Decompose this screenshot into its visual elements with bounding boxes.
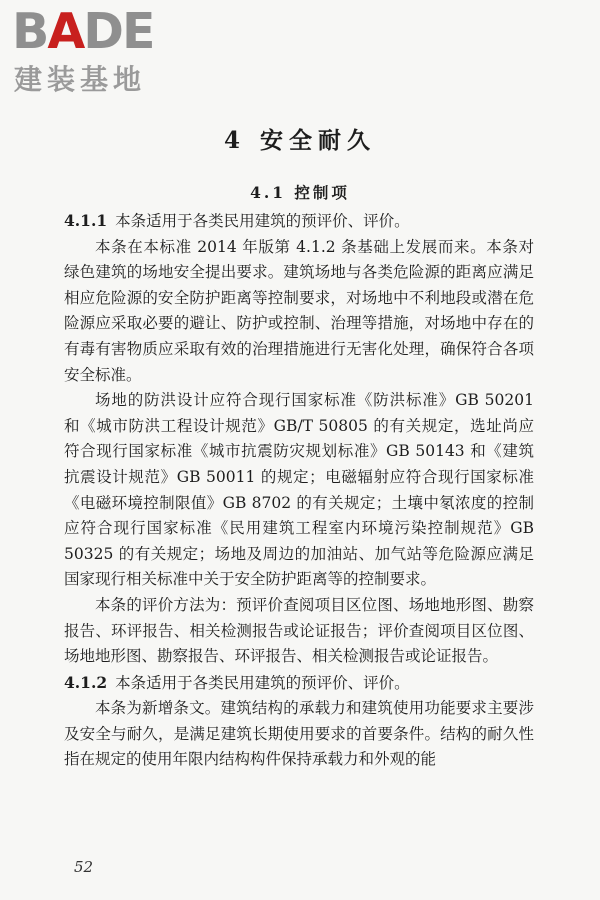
logo-wordmark	[12, 3, 154, 60]
brand-logo	[12, 3, 182, 98]
section-title: 4.1 控制项	[250, 183, 350, 202]
clause-number: 4.1.1	[64, 211, 108, 230]
paragraph: 本条为新增条文。建筑结构的承载力和建筑使用功能要求主要涉及安全与耐久，是满足建筑长期使用要求的首要条件。结构的耐久性指在规定的使用年限内结构构件保持承载力和外观的能	[64, 699, 534, 769]
clause-number: 4.1.2	[64, 672, 108, 692]
page-number: 52	[74, 858, 94, 876]
logo-letters: DE	[83, 3, 154, 60]
clause-heading	[64, 670, 534, 697]
chapter-title: 4 安全耐久	[223, 127, 376, 154]
paragraph: 本条在本标准 2014 年版第 4.1.2 条基础上发展而来。本条对绿色建筑的场地安全提出要求。建筑场地与各类危险源的距离应满足相应危险源的安全防护距离等控制要求，对场地中不利地段或潜在危险源应采取必要的避让、防护或控制、治理等措施，对场地中存在的有毒有害物质应采取有效的治理措施进行无害化处理，确保符合各项安全标准。	[64, 237, 534, 384]
paragraph: 场地的防洪设计应符合现行国家标准《防洪标准》GB 50201 和《城市防洪工程设计规范》GB/T 50805 的有关规定，选址尚应符合现行国家标准《城市抗震防灾规划标准》GB 50143 和《建筑抗震设计规范》GB 50011 的规定；电磁辐射应符合现行国家标准《电磁环境控制限值》GB 8702 的有关规定；土壤中氡浓度的控制应符合现行国家标准《民用建筑工程室内环境污染控制规范》GB 50325 的有关规定；场地及周边的加油站、加气站等危险源应满足国家现行相关标准中关于安全防护距离等的控制要求。	[64, 391, 534, 589]
clause-text: 本条适用于各类民用建筑的预评价、评价。	[115, 673, 410, 692]
logo-subtitle: 建装基地	[14, 63, 147, 96]
clause-heading	[64, 208, 534, 235]
paragraph: 本条的评价方法为：预评价查阅项目区位图、场地地形图、勘察报告、环评报告、相关检测报告或论证报告；评价查阅项目区位图、场地地形图、勘察报告、环评报告、相关检测报告或论证报告。	[64, 595, 534, 666]
document-body	[64, 208, 534, 773]
logo-accent-letter: A	[47, 3, 84, 60]
logo-letter: B	[12, 3, 48, 60]
clause-text: 本条适用于各类民用建筑的预评价、评价。	[115, 212, 410, 230]
